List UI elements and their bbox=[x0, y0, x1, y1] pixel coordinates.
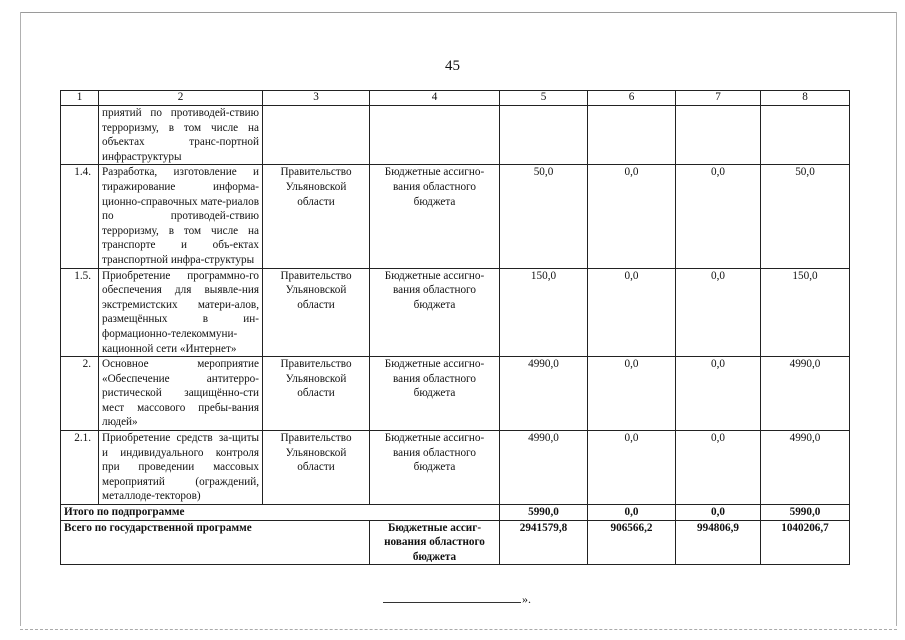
col-header-1: 1 bbox=[61, 91, 99, 106]
subtotal-col5: 5990,0 bbox=[500, 505, 588, 521]
subtotal-col8: 5990,0 bbox=[761, 505, 850, 521]
row-number: 1.5. bbox=[61, 268, 99, 357]
activity-name: приятий по противодей-ствию терроризму, в том числе на объектах транс-портной инфраструктуры bbox=[99, 106, 263, 165]
page-border-left bbox=[20, 12, 21, 626]
subtotal-col6: 0,0 bbox=[588, 505, 676, 521]
subtotal-label: Итого по подпрограмме bbox=[61, 505, 500, 521]
col-header-8: 8 bbox=[761, 91, 850, 106]
value-col5: 4990,0 bbox=[500, 431, 588, 505]
col-header-7: 7 bbox=[676, 91, 761, 106]
table-row bbox=[61, 268, 850, 357]
activity-name: Основное мероприятие «Обеспечение антитерро-ристической защищённо-сти мест массового пребы-вания людей» bbox=[99, 357, 263, 431]
value-col5 bbox=[500, 106, 588, 165]
funding-source: Бюджетные ассигно-вания областного бюджета bbox=[370, 431, 500, 505]
value-col6 bbox=[588, 106, 676, 165]
value-col8: 50,0 bbox=[761, 165, 850, 268]
col-header-2: 2 bbox=[99, 91, 263, 106]
total-label: Всего по государственной программе bbox=[61, 520, 370, 565]
executor: Правительство Ульяновской области bbox=[263, 268, 370, 357]
table-row bbox=[61, 106, 850, 165]
page-border-right bbox=[896, 12, 897, 626]
value-col7 bbox=[676, 106, 761, 165]
total-col7: 994806,9 bbox=[676, 520, 761, 565]
value-col7: 0,0 bbox=[676, 268, 761, 357]
row-number: 2. bbox=[61, 357, 99, 431]
row-number bbox=[61, 106, 99, 165]
subtotal-col7: 0,0 bbox=[676, 505, 761, 521]
executor: Правительство Ульяновской области bbox=[263, 431, 370, 505]
subtotal-row bbox=[61, 505, 850, 521]
value-col8 bbox=[761, 106, 850, 165]
value-col6: 0,0 bbox=[588, 357, 676, 431]
value-col6: 0,0 bbox=[588, 431, 676, 505]
page-border-top bbox=[20, 12, 897, 13]
value-col6: 0,0 bbox=[588, 165, 676, 268]
funding-source bbox=[370, 106, 500, 165]
value-col7: 0,0 bbox=[676, 357, 761, 431]
value-col5: 50,0 bbox=[500, 165, 588, 268]
value-col8: 4990,0 bbox=[761, 357, 850, 431]
header-row bbox=[61, 91, 850, 106]
total-funding-source: Бюджетные ассиг-нования областного бюджета bbox=[370, 520, 500, 565]
col-header-6: 6 bbox=[588, 91, 676, 106]
page-border-bottom bbox=[20, 629, 897, 630]
total-col5: 2941579,8 bbox=[500, 520, 588, 565]
col-header-4: 4 bbox=[370, 91, 500, 106]
page-number: 45 bbox=[445, 58, 460, 74]
executor: Правительство Ульяновской области bbox=[263, 165, 370, 268]
table-row bbox=[61, 357, 850, 431]
value-col8: 4990,0 bbox=[761, 431, 850, 505]
executor bbox=[263, 106, 370, 165]
value-col8: 150,0 bbox=[761, 268, 850, 357]
signature-blank-line bbox=[383, 602, 521, 603]
funding-source: Бюджетные ассигно-вания областного бюджета bbox=[370, 268, 500, 357]
activity-name: Приобретение программно-го обеспечения для выявле-ния экстремистских матери-алов, размещённых в ин-формационно-телекоммуни-кационной сети «Интернет» bbox=[99, 268, 263, 357]
total-row bbox=[61, 520, 850, 565]
value-col5: 150,0 bbox=[500, 268, 588, 357]
budget-table bbox=[60, 90, 850, 565]
value-col7: 0,0 bbox=[676, 165, 761, 268]
table-row bbox=[61, 165, 850, 268]
activity-name: Приобретение средств за-щиты и индивидуального контроля при проведении массовых мероприятий (ограждений, металлоде-текторов) bbox=[99, 431, 263, 505]
row-number: 1.4. bbox=[61, 165, 99, 268]
table-row bbox=[61, 431, 850, 505]
executor: Правительство Ульяновской области bbox=[263, 357, 370, 431]
activity-name: Разработка, изготовление и тиражирование информа-ционно-справочных мате-риалов по противодей-ствию терроризму, в том числе на транспорте и объ-ектах транспортной инфра-структуры bbox=[99, 165, 263, 268]
col-header-5: 5 bbox=[500, 91, 588, 106]
value-col5: 4990,0 bbox=[500, 357, 588, 431]
value-col7: 0,0 bbox=[676, 431, 761, 505]
funding-source: Бюджетные ассигно-вания областного бюджета bbox=[370, 357, 500, 431]
value-col6: 0,0 bbox=[588, 268, 676, 357]
col-header-3: 3 bbox=[263, 91, 370, 106]
funding-source: Бюджетные ассигно-вания областного бюджета bbox=[370, 165, 500, 268]
total-col6: 906566,2 bbox=[588, 520, 676, 565]
row-number: 2.1. bbox=[61, 431, 99, 505]
closing-quote: ». bbox=[522, 592, 531, 606]
total-col8: 1040206,7 bbox=[761, 520, 850, 565]
